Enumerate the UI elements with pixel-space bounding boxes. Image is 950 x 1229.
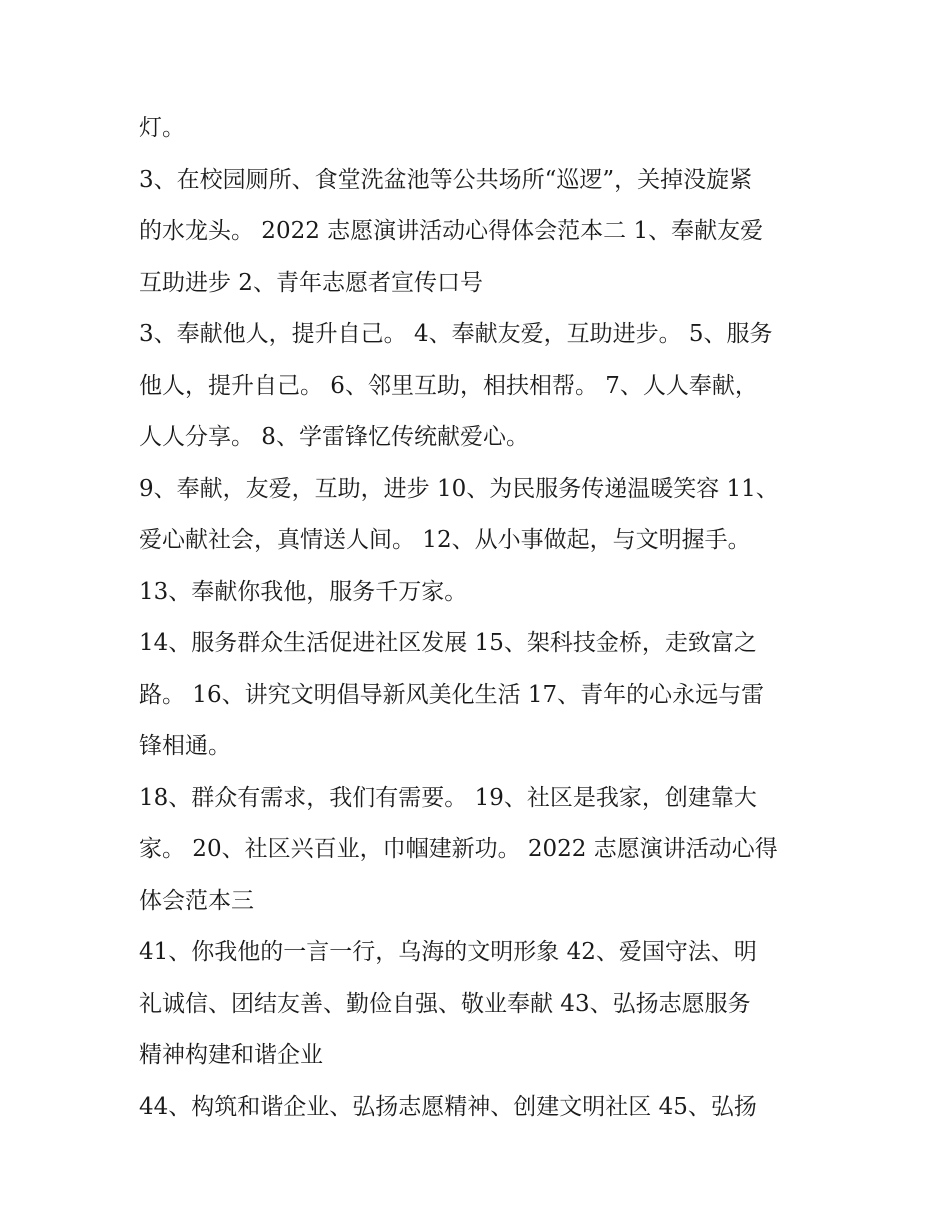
- text-line: 3、在校园厕所、食堂洗盆池等公共场所“巡逻”，关掉没旋紧: [139, 166, 753, 193]
- text-line: 锋相通。: [139, 733, 231, 759]
- paragraph-2: [139, 155, 829, 310]
- text-line: 14、服务群众生活促进社区发展 15、架科技金桥，走致富之: [139, 630, 757, 656]
- text-line: 灯。: [139, 115, 185, 141]
- text-line: 44、构筑和谐企业、弘扬志愿精神、创建文明社区 45、弘扬: [139, 1093, 757, 1120]
- text-line: 人人分享。 8、学雷锋忆传统献爱心。: [139, 424, 529, 450]
- text-line: 41、你我他的一言一行，乌海的文明形象 42、爱国守法、明: [139, 939, 757, 965]
- paragraph-6: [139, 618, 829, 773]
- text-line: 13、奉献你我他，服务千万家。: [139, 578, 468, 605]
- paragraph-4: [139, 464, 829, 567]
- text-line: 礼诚信、团结友善、勤俭自强、敬业奉献 43、弘扬志愿服务: [139, 990, 751, 1017]
- text-line: 体会范本三: [139, 887, 254, 914]
- text-line: 爱心献社会，真情送人间。 12、从小事做起，与文明握手。: [139, 527, 751, 553]
- text-line: 路。 16、讲究文明倡导新风美化生活 17、青年的心永远与雷: [139, 681, 765, 708]
- paragraph-9: [139, 1082, 829, 1134]
- text-line: 3、奉献他人，提升自己。 4、奉献友爱，互助进步。 5、服务: [139, 321, 773, 347]
- text-line: 18、群众有需求，我们有需要。 19、社区是我家，创建靠大: [139, 784, 757, 811]
- text-line: 9、奉献，友爱，互助，进步 10、为民服务传递温暖笑容 11、: [139, 475, 779, 502]
- paragraph-8: [139, 927, 829, 1082]
- paragraph-3: [139, 309, 829, 464]
- document-body: [139, 103, 829, 1133]
- paragraph-5: [139, 567, 829, 619]
- text-line: 的水龙头。 2022 志愿演讲活动心得体会范本二 1、奉献友爱: [139, 218, 764, 244]
- paragraph-7: [139, 773, 829, 928]
- text-line: 他人，提升自己。 6、邻里互助，相扶相帮。 7、人人奉献，: [139, 372, 758, 399]
- text-line: 互助进步 2、青年志愿者宣传口号: [139, 269, 483, 296]
- text-line: 精神构建和谐企业: [139, 1042, 323, 1068]
- paragraph-1: [139, 103, 829, 155]
- text-line: 家。 20、社区兴百业，巾帼建新功。 2022 志愿演讲活动心得: [139, 836, 778, 862]
